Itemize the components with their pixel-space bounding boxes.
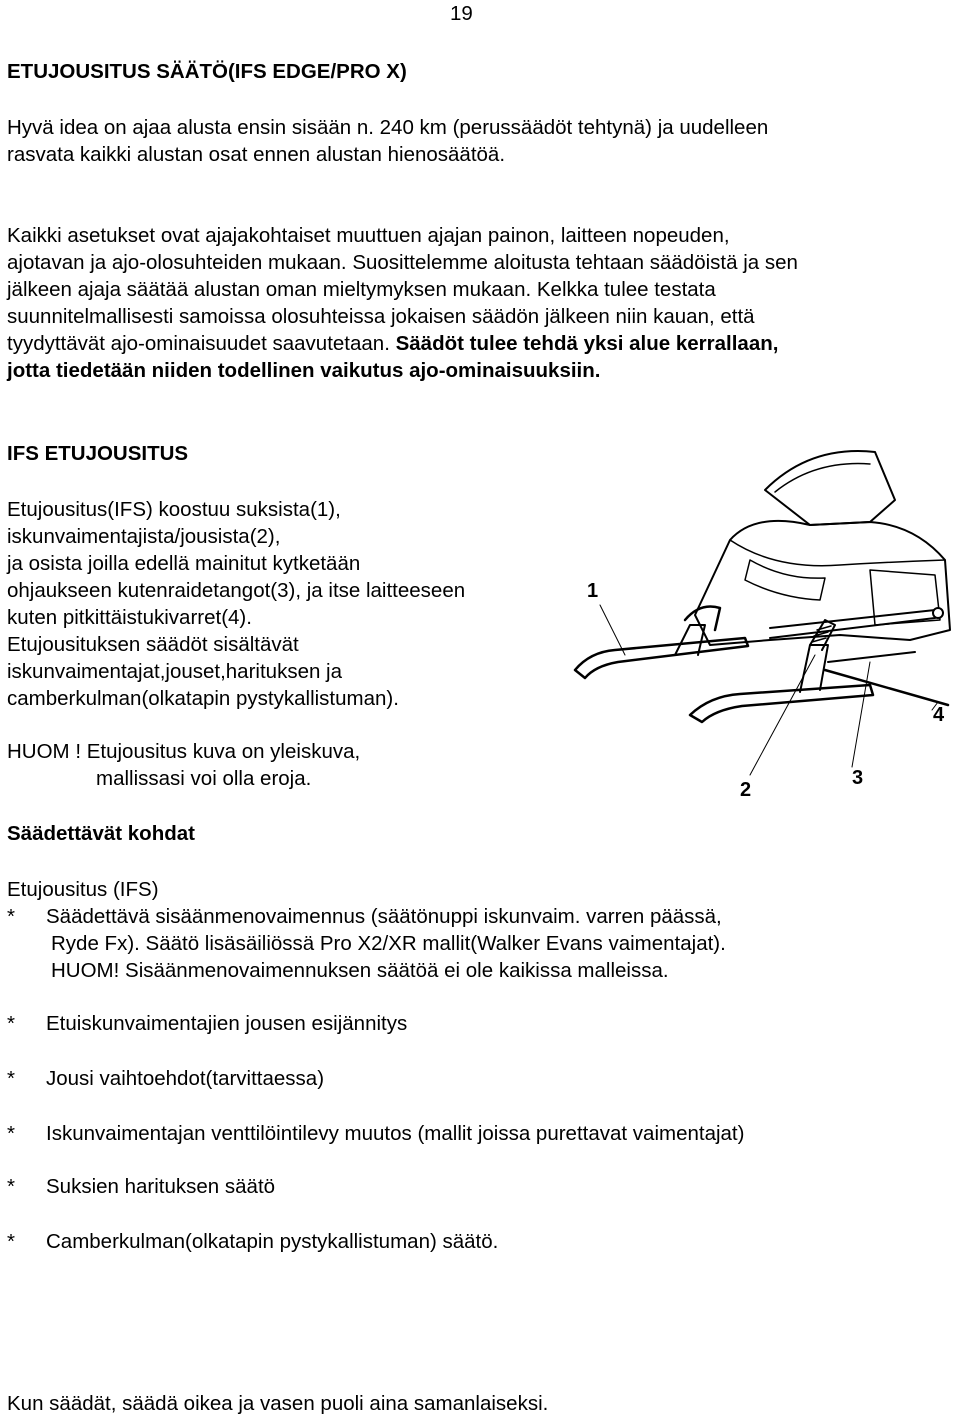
bullet-item [7, 1228, 937, 1255]
bullet-text: Iskunvaimentajan venttilöintilevy muutos (mallit joissa purettavat vaimentajat) [46, 1122, 745, 1145]
emphasis-text: jotta tiedetään niiden todellinen vaikutus ajo-ominaisuuksiin. [7, 359, 601, 382]
callout-4: 4 [933, 704, 945, 726]
upper-a-arm [770, 610, 935, 638]
bullet-item [7, 1065, 937, 1092]
hood-line [730, 540, 945, 566]
section-heading-adjustable: Säädettävät kohdat [7, 822, 195, 845]
text-line: ohjaukseen kutenraidetangot(3), ja itse laitteeseen [7, 579, 466, 602]
snowmobile-front-suspension-illustration [570, 430, 955, 805]
note-line: mallissasi voi olla eroja. [96, 767, 312, 790]
note-line: HUOM ! Etujousitus kuva on yleiskuva, [7, 740, 361, 763]
text-line: rasvata kaikki alustan osat ennen alustan hienosäätöä. [7, 143, 506, 166]
bullet-item [7, 903, 937, 984]
subheading-ifs: Etujousitus (IFS) [7, 878, 159, 901]
windshield-shape [765, 451, 895, 525]
emphasis-text: Säädöt tulee tehdä yksi alue kerrallaan, [395, 332, 779, 355]
footer-note: Kun säädät, säädä oikea ja vasen puoli aina samanlaiseksi. [7, 1392, 549, 1415]
spindle [675, 625, 705, 655]
text-line: Etujousituksen säädöt sisältävät [7, 633, 299, 656]
bullet-marker: * [7, 1122, 15, 1145]
callout-2: 2 [740, 779, 752, 801]
bullet-marker: * [7, 1230, 15, 1253]
text-line: iskunvaimentajat,jouset,harituksen ja [7, 660, 343, 683]
leader-line [750, 655, 815, 775]
callout-1: 1 [587, 580, 599, 602]
text-line: iskunvaimentajista/jousista(2), [7, 525, 281, 548]
bullet-text: Suksien harituksen säätö [46, 1175, 276, 1198]
leader-line [600, 605, 625, 655]
text-line: Kaikki asetukset ovat ajajakohtaiset muuttuen ajajan painon, laitteen nopeuden, [7, 224, 730, 247]
text-fragment: tyydyttävät ajo-ominaisuudet saavutetaan. [7, 332, 390, 355]
bullet-item [7, 1173, 937, 1200]
page-title: ETUJOUSITUS SÄÄTÖ(IFS EDGE/PRO X) [7, 60, 407, 83]
bullet-text: Jousi vaihtoehdot(tarvittaessa) [46, 1067, 325, 1090]
text-line: Etujousitus(IFS) koostuu suksista(1), [7, 498, 341, 521]
text-line [7, 330, 952, 357]
note-block [7, 738, 360, 792]
bullet-text: Camberkulman(olkatapin pystykallistuman) säätö. [46, 1230, 499, 1253]
section-heading-ifs: IFS ETUJOUSITUS [7, 442, 189, 465]
bullet-marker: * [7, 1067, 15, 1090]
page-number: 19 [450, 2, 473, 25]
intro-paragraph-1 [7, 114, 947, 168]
callout-3: 3 [852, 767, 864, 789]
bullet-item [7, 1010, 937, 1037]
bullet-text: HUOM! Sisäänmenovaimennuksen säätöä ei ole kaikissa malleissa. [51, 959, 669, 982]
text-line: suunnitelmallisesti samoissa olosuhteissa jokaisen säädön jälkeen niin kauan, että [7, 305, 755, 328]
text-line: jälkeen ajaja säätää alustan oman mieltymyksen mukaan. Kelkka tulee testata [7, 278, 716, 301]
text-line: camberkulman(olkatapin pystykallistuman). [7, 687, 399, 710]
ifs-description [7, 496, 547, 712]
bullet-text: Ryde Fx). Säätö lisäsäiliössä Pro X2/XR mallit(Walker Evans vaimentajat). [51, 932, 726, 955]
text-line: Hyvä idea on ajaa alusta ensin sisään n. 240 km (perussäädöt tehtynä) ja uudelleen [7, 116, 769, 139]
pivot-joint [933, 608, 943, 618]
text-line: kuten pitkittäistukivarret(4). [7, 606, 252, 629]
bullet-marker: * [7, 905, 15, 928]
bullet-marker: * [7, 1175, 15, 1198]
windshield-inner [775, 464, 870, 492]
intro-paragraph-2 [7, 222, 952, 384]
tie-rod [828, 652, 915, 662]
spindle [800, 645, 828, 692]
bullet-text: Säädettävä sisäänmenovaimennus (säätönuppi iskunvaim. varren päässä, [46, 905, 722, 928]
bullet-text: Etuiskunvaimentajien jousen esijännitys [46, 1012, 408, 1035]
text-line: ajotavan ja ajo-olosuhteiden mukaan. Suosittelemme aloitusta tehtaan säädöistä ja sen [7, 251, 798, 274]
bullet-item [7, 1120, 937, 1147]
hood-shape [695, 521, 950, 645]
bullet-marker: * [7, 1012, 15, 1035]
text-line: ja osista joilla edellä mainitut kytketään [7, 552, 361, 575]
